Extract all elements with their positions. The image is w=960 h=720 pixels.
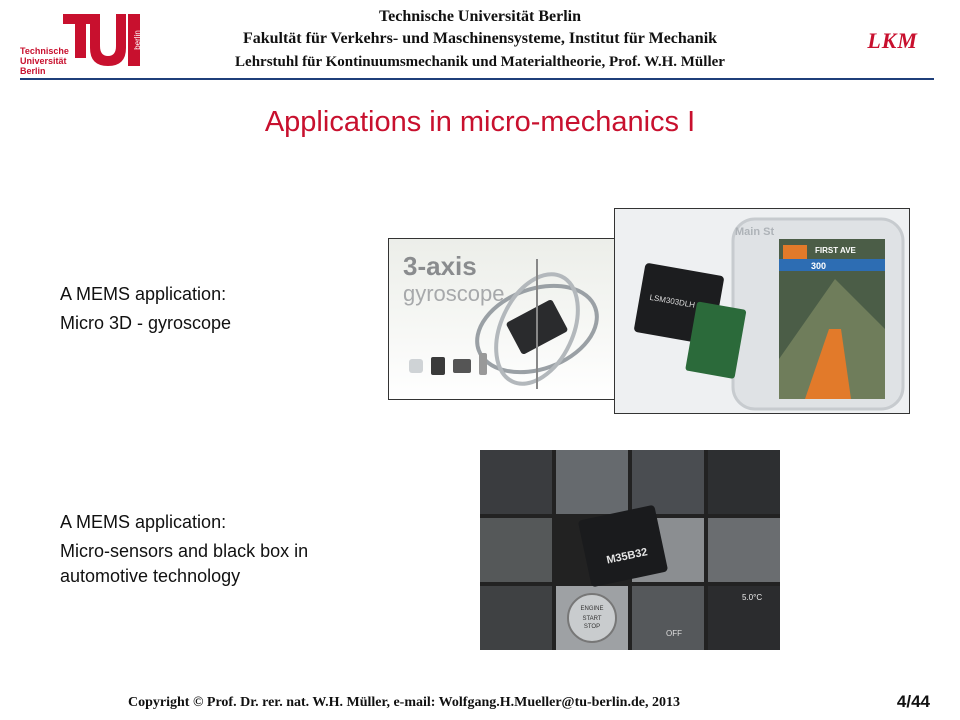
- gyroscope-image: [388, 238, 618, 400]
- gyro-heading-2: gyroscope: [403, 281, 505, 306]
- auto-button-3: STOP: [583, 624, 601, 630]
- header-rule: [20, 78, 934, 80]
- block1-line2: Micro 3D - gyroscope: [60, 313, 232, 334]
- svg-text:berlin: berlin: [133, 30, 142, 50]
- auto-button-1: ENGINE: [580, 606, 604, 612]
- gyro-heading-1: 3-axis: [403, 251, 477, 281]
- auto-gauge-label: 5.0°C: [742, 593, 763, 602]
- block2-line1: A MEMS application:: [60, 512, 227, 532]
- page-current: 4: [896, 692, 907, 711]
- nav-chip-label: LSM303DLH: [648, 292, 696, 310]
- auto-off-label: OFF: [666, 629, 682, 638]
- nav-street-2: Main St: [735, 226, 775, 238]
- logo-text-3: Berlin: [20, 66, 46, 76]
- block2-line2: Micro-sensors and black box in automotive technology: [60, 541, 309, 587]
- page-total: /44: [906, 692, 930, 711]
- auto-button-2: START: [582, 616, 602, 622]
- lkm-mark: LKM: [867, 28, 918, 53]
- nav-street-1: FIRST AVE: [815, 246, 856, 255]
- page-number: [897, 692, 930, 712]
- header-faculty: Fakultät für Verkehrs- und Maschinensysteme, Institut für Mechanik: [242, 30, 718, 47]
- automotive-collage-image: [480, 450, 780, 650]
- navigation-chip-image: [614, 208, 910, 414]
- header-chair: Lehrstuhl für Kontinuumsmechanik und Materialtheorie, Prof. W.H. Müller: [235, 54, 725, 70]
- header-university: Technische Universität Berlin: [378, 8, 582, 25]
- text-block-automotive: [60, 510, 380, 594]
- logo-text-1: Technische: [20, 46, 69, 56]
- text-block-gyroscope: [60, 282, 231, 340]
- tu-berlin-logo: [18, 8, 148, 80]
- slide-title: Applications in micro-mechanics I: [264, 106, 696, 138]
- auto-chip-label: M35B32: [605, 546, 649, 567]
- nav-speed: 300: [811, 261, 827, 271]
- block1-line1: A MEMS application:: [60, 284, 227, 304]
- logo-text-2: Universität: [20, 56, 67, 66]
- footer-copyright: Copyright © Prof. Dr. rer. nat. W.H. Müller, e-mail: Wolfgang.H.Mueller@tu-berlin.de, 2013: [128, 695, 680, 710]
